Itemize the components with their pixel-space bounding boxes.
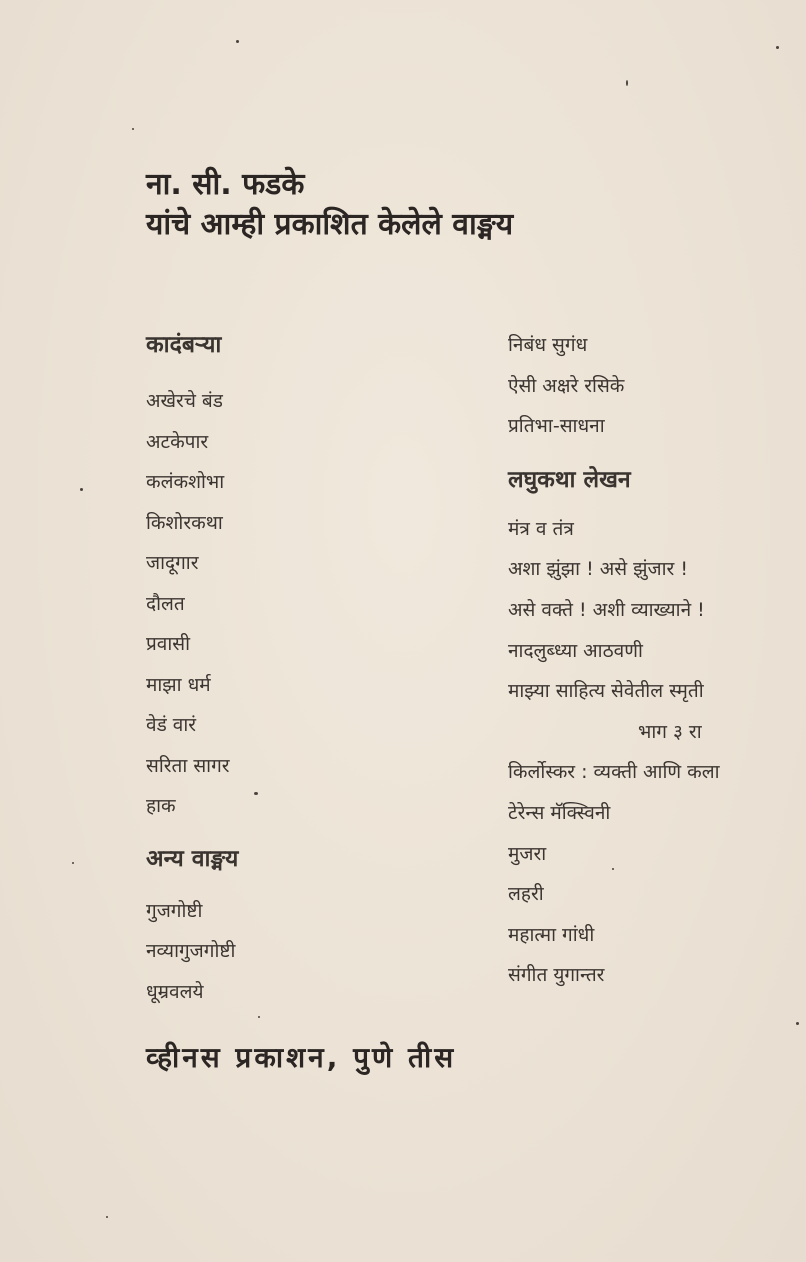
list-item: वेडं वारं [146, 714, 197, 736]
list-item: प्रतिभा-साधना [508, 415, 605, 438]
list-item: अखेरचे बंड [146, 390, 223, 412]
list-item: किर्लोस्कर : व्यक्ती आणि कला [508, 761, 720, 784]
list-item: असे वक्ते ! अशी व्याख्याने ! [508, 598, 705, 621]
list-item: टेरेन्स मॅक्स्विनी [508, 801, 611, 824]
list-item: ऐसी अक्षरे रसिके [508, 374, 625, 397]
list-item: धूम्रवलये [146, 980, 204, 1003]
paper-speck [258, 1016, 260, 1018]
publisher-imprint: व्हीनस प्रकाशन, पुणे तीस [146, 1041, 457, 1074]
list-item: माझ्या साहित्य सेवेतील स्मृती [508, 680, 704, 703]
other-works-list [146, 891, 446, 1013]
list-item: अटकेपार [146, 430, 209, 453]
paper-speck [236, 40, 239, 43]
list-item: नादलुब्ध्या आठवणी [508, 639, 643, 662]
list-item: नव्यागुजगोष्टी [146, 940, 236, 962]
list-item: हाक [146, 795, 176, 817]
list-item: किशोरकथा [146, 511, 223, 534]
left-column [146, 325, 446, 1012]
section-heading-novels: कादंबऱ्या [146, 332, 222, 358]
right-column [508, 325, 798, 996]
list-item: लहरी [508, 883, 544, 906]
paper-speck [132, 128, 134, 130]
title-subline: यांचे आम्ही प्रकाशित केलेले वाङ्मय [146, 207, 514, 242]
author-name: ना. सी. फडके [146, 167, 305, 202]
list-item: दौलत [146, 592, 185, 615]
paper-speck [106, 1216, 108, 1218]
page-title [146, 165, 513, 245]
list-item: मंत्र व तंत्र [508, 517, 574, 540]
list-item: मुजरा [508, 842, 547, 865]
paper-speck [612, 868, 614, 870]
list-item: संगीत युगान्तर [508, 964, 605, 987]
list-item: कलंकशोभा [146, 471, 225, 493]
paper-speck [626, 80, 628, 86]
list-item: अशा झुंझा ! असे झुंजार ! [508, 558, 688, 581]
list-item: जादूगार [146, 552, 199, 574]
paper-speck [776, 46, 779, 49]
section-heading-other: अन्य वाङ्मय [146, 845, 239, 872]
list-item: महात्मा गांधी [508, 923, 595, 946]
list-item: सरिता सागर [146, 754, 230, 777]
list-item: गुजगोष्टी [146, 899, 203, 922]
list-item: निबंध सुगंध [508, 334, 588, 356]
novels-list [146, 381, 446, 827]
paper-speck [796, 1022, 799, 1025]
paper-speck [254, 792, 258, 795]
essays-list [508, 325, 798, 447]
paper-speck [80, 488, 83, 491]
list-item: प्रवासी [146, 633, 191, 655]
short-story-list [508, 509, 798, 996]
list-item: माझा धर्म [146, 673, 211, 696]
list-item-part: भाग ३ रा [638, 720, 702, 743]
section-heading-short-story: लघुकथा लेखन [508, 466, 631, 493]
paper-speck [72, 862, 74, 864]
